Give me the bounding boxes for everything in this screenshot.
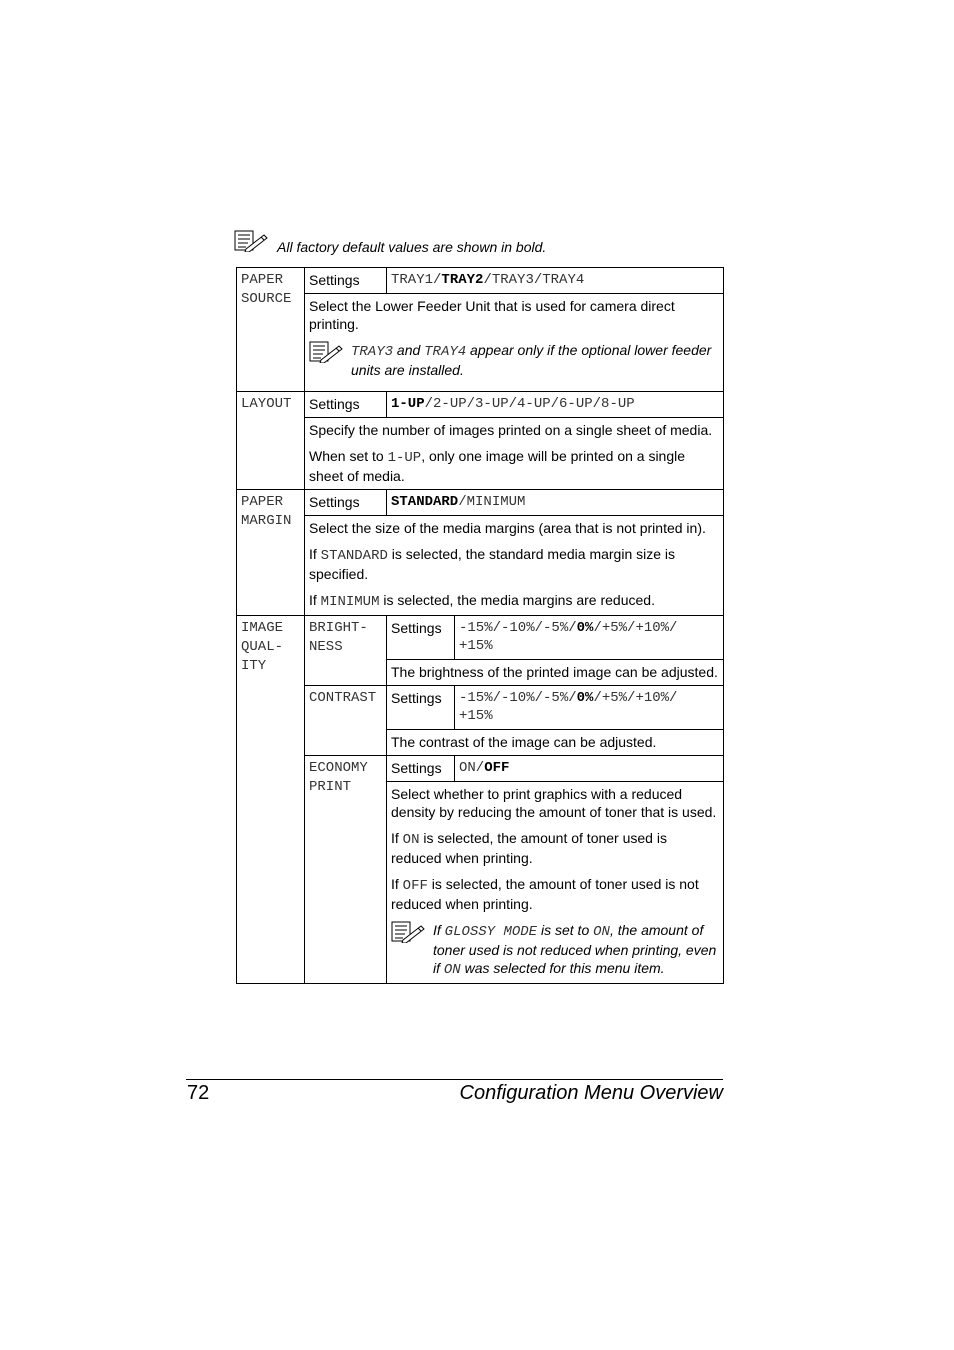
table-row	[237, 392, 724, 418]
submenu-contrast: CONTRAST	[305, 686, 387, 756]
note-pencil-icon	[309, 341, 343, 363]
default-value: TRAY2	[441, 272, 484, 288]
menu-item-layout: LAYOUT	[237, 392, 305, 490]
note-pencil-icon	[234, 230, 268, 252]
submenu-economy-print: ECONOMY PRINT	[305, 756, 387, 984]
menu-item-image-quality: IMAGE QUAL- ITY	[237, 616, 305, 984]
default-values-note-text: All factory default values are shown in bold.	[277, 239, 547, 255]
description: Select the size of the media margins (area that is not printed in). If STANDARD is selected, the standard media margin size is specified. If MINIMUM is selected, the media margins are reduced.	[305, 516, 724, 616]
settings-values: TRAY1/TRAY2/TRAY3/TRAY4	[387, 268, 724, 294]
table-row	[237, 490, 724, 516]
menu-settings-table	[236, 267, 724, 984]
description: Select whether to print graphics with a reduced density by reducing the amount of toner that is used. If ON is selected, the amount of toner used is reduced when printing. If OFF is selected, the amount of toner used is not reduced when printing. If GLOSSY MODE is set to ON, the amount of toner used is not reduced when printing, even if ON was selected for this menu item.	[387, 782, 724, 984]
default-value: 1-UP	[391, 396, 425, 412]
settings-values: ON/OFF	[455, 756, 724, 782]
footer-rule	[186, 1079, 723, 1080]
optional-feeder-note: TRAY3 and TRAY4 appear only if the optional lower feeder units are installed.	[309, 341, 719, 379]
glossy-mode-note: If GLOSSY MODE is set to ON, the amount of toner used is not reduced when printing, even if ON was selected for this menu item.	[391, 921, 719, 979]
settings-label: Settings	[305, 392, 387, 418]
description: The contrast of the image can be adjusted.	[387, 730, 724, 756]
default-value: 0%	[576, 690, 594, 706]
page-number: 72	[187, 1082, 210, 1104]
section-title: Configuration Menu Overview	[459, 1082, 723, 1104]
settings-values: -15%/-10%/-5%/0%/+5%/+10%/ +15%	[455, 616, 724, 660]
table-row	[237, 516, 724, 616]
default-value: OFF	[484, 760, 510, 776]
settings-label: Settings	[305, 490, 387, 516]
default-value: STANDARD	[391, 494, 459, 510]
table-row	[237, 294, 724, 392]
submenu-brightness: BRIGHT- NESS	[305, 616, 387, 686]
default-value: 0%	[576, 620, 594, 636]
table-row	[237, 418, 724, 490]
note-pencil-icon	[391, 921, 425, 943]
table-row	[237, 616, 724, 660]
settings-label: Settings	[305, 268, 387, 294]
menu-item-paper-margin: PAPER MARGIN	[237, 490, 305, 616]
settings-label: Settings	[387, 686, 455, 730]
settings-values: STANDARD/MINIMUM	[387, 490, 724, 516]
settings-label: Settings	[387, 616, 455, 660]
table-row	[237, 268, 724, 294]
description: The brightness of the printed image can be adjusted.	[387, 660, 724, 686]
table-row	[237, 756, 724, 782]
settings-values: -15%/-10%/-5%/0%/+5%/+10%/ +15%	[455, 686, 724, 730]
settings-values: 1-UP/2-UP/3-UP/4-UP/6-UP/8-UP	[387, 392, 724, 418]
table-row	[237, 686, 724, 730]
menu-item-paper-source: PAPER SOURCE	[237, 268, 305, 392]
description: Select the Lower Feeder Unit that is used for camera direct printing. TRAY3 and TRAY4 appear only if the optional lower feeder units are installed.	[305, 294, 724, 392]
settings-label: Settings	[387, 756, 455, 782]
description: Specify the number of images printed on a single sheet of media. When set to 1-UP, only one image will be printed on a single sheet of media.	[305, 418, 724, 490]
